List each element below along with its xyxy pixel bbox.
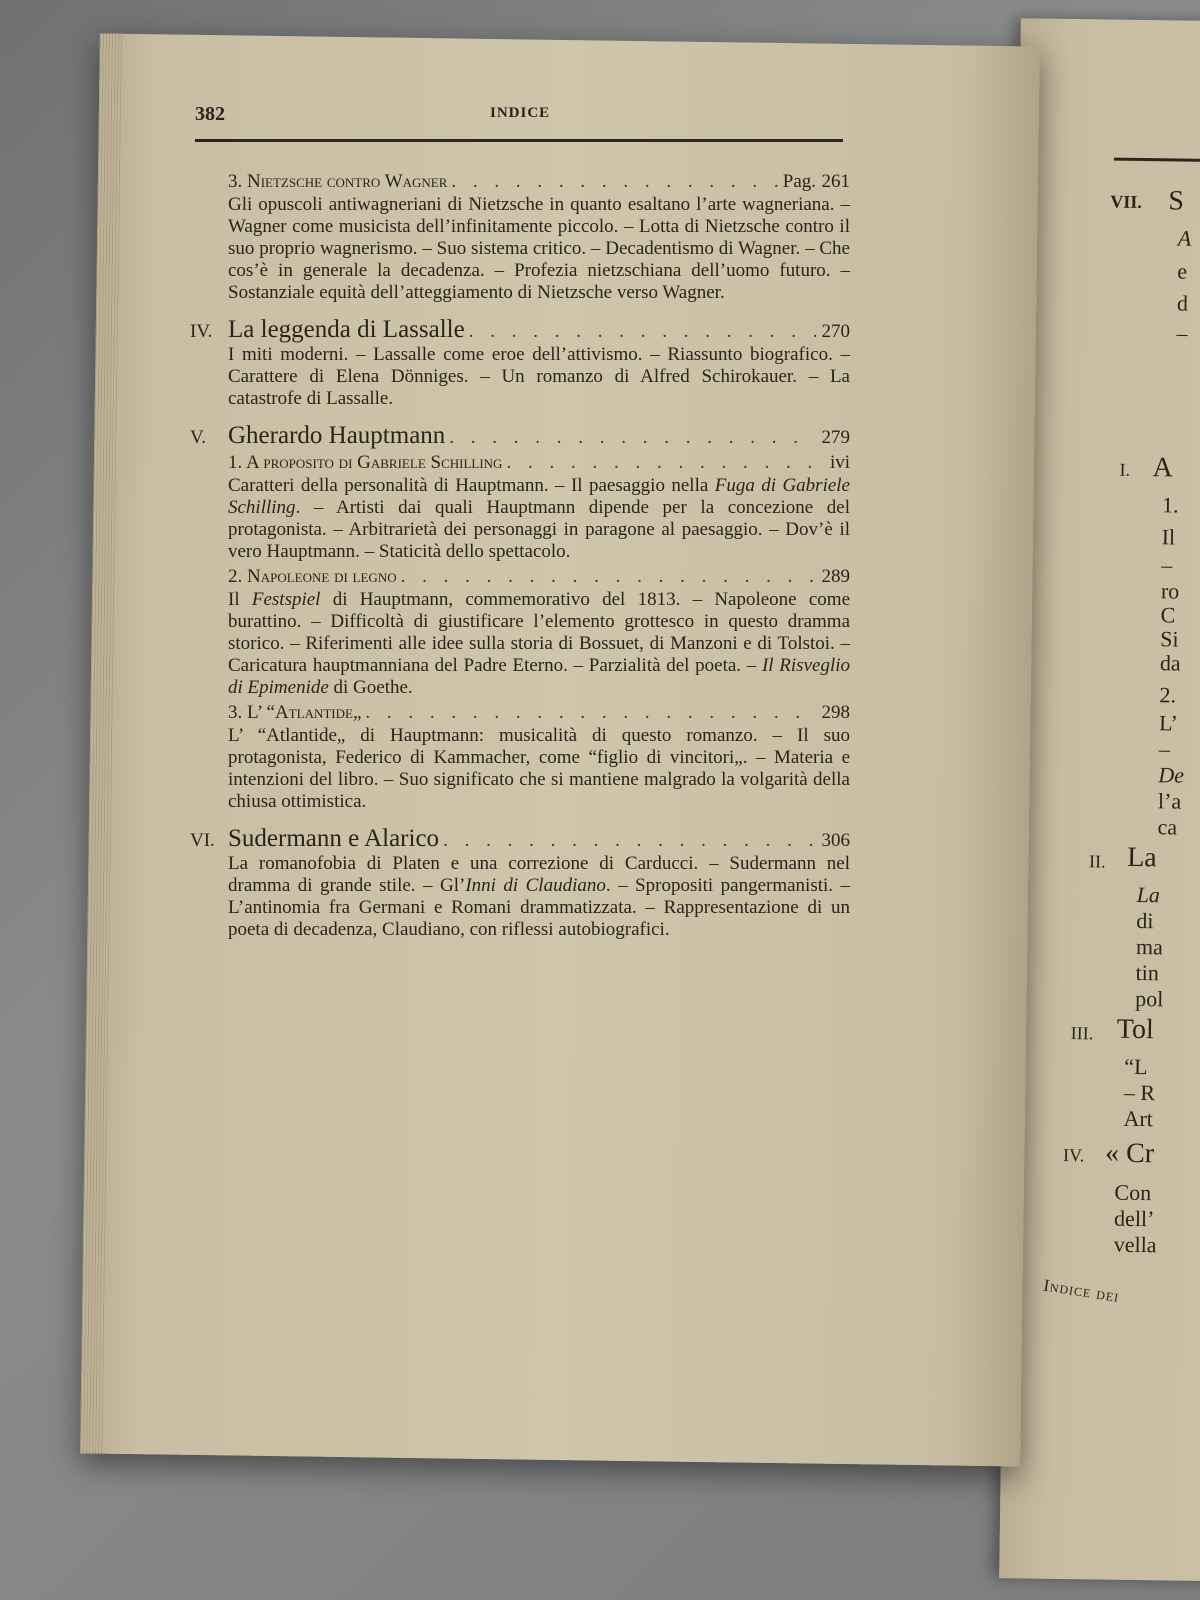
subsection-title: 3. L’ “Atlantide„ (228, 702, 362, 723)
right-fragment: VII. (1110, 191, 1143, 212)
right-fragment: di (1136, 907, 1154, 934)
page-ref: 270 (821, 321, 850, 342)
right-fragment: pol (1135, 985, 1164, 1012)
right-fragment: vella (1113, 1231, 1157, 1258)
right-fragment: d (1176, 290, 1189, 316)
right-fragment: – R (1123, 1079, 1156, 1106)
dot-leader (401, 565, 816, 588)
right-fragment: S (1168, 185, 1185, 217)
summary-italic: Il Risveglio di Epimenide (228, 655, 851, 698)
right-fragment: tin (1135, 959, 1159, 986)
page-header (195, 103, 845, 133)
right-fragment: Il (1161, 524, 1176, 550)
right-fragment: La (1126, 841, 1157, 874)
subsection-summary: Gli opuscoli antiwagneriani di Nietzsche in quanto esaltano l’arte wagneriana. – Wagner come musicista dell’infinitamente piccolo. – Lotta di Nietzsche contro il suo proprio wagnerismo. – Suo sistema critico. – Decadentismo di Wagner. – Che cos’è in generale la decadenza. – Profezia nietzschiana dell’uomo futuro. – Sostanziale equità dell’atteggiamento di Nietzsche verso Wagner. (228, 194, 850, 303)
right-fragment: I. (1119, 459, 1131, 480)
page-prefix: Pag. (782, 171, 816, 192)
page-ref: 261 (821, 171, 850, 192)
chapter-number: V. (190, 427, 207, 448)
right-fragment: La (1136, 881, 1161, 908)
summary-italic: Festspiel (251, 589, 321, 610)
subsection-summary (228, 475, 850, 563)
summary-text: La romanofobia di Platen e una correzione di Carducci. – Sudermann nel dramma di grande stile. – Gl’ (228, 853, 850, 896)
right-fragment: l’a (1157, 788, 1182, 814)
dot-leader (469, 320, 816, 343)
toc-chapter (190, 827, 850, 941)
right-fragment: A (1152, 452, 1174, 484)
right-fragment: da (1159, 650, 1181, 676)
right-fragment: 1. (1161, 492, 1179, 518)
right-fragment: II. (1088, 851, 1106, 872)
right-fragment: A (1177, 225, 1192, 251)
right-fragment: dell’ (1113, 1205, 1155, 1232)
header-rule (195, 139, 843, 142)
right-fragment: – (1176, 320, 1188, 346)
page-ref: 298 (821, 702, 850, 723)
right-fragment: e (1177, 258, 1188, 284)
page-ref: 306 (821, 830, 850, 851)
subsection-title: 1. A proposito di Gabriele Schilling (228, 452, 503, 473)
right-fragment: « Cr (1104, 1137, 1155, 1170)
summary-text: Caratteri della personalità di Hauptmann. – Il paesaggio nella (228, 475, 715, 496)
right-fragment: – (1161, 552, 1173, 578)
page-edge (80, 34, 122, 1454)
summary-text: di Goethe. (328, 677, 413, 698)
toc-chapter (190, 424, 850, 813)
chapter-title: La leggenda di Lassalle (228, 316, 465, 343)
subsection-summary (228, 589, 850, 699)
header-rule (1114, 158, 1200, 164)
dot-leader (506, 451, 816, 474)
summary-text: . – Artisti dai quali Hauptmann dipende per la concezione del protagonista. – Arbitrarietà dei personaggi in paragone al paesaggio. – Dov’è il vero Hauptmann. – Staticità dello spettacolo. (228, 497, 850, 562)
page-number: 382 (195, 103, 225, 125)
right-fragment: ca (1157, 814, 1178, 840)
right-fragment: “L (1124, 1053, 1148, 1080)
chapter-number: VI. (190, 830, 215, 851)
summary-italic: Fuga di Gabriele Schilling (228, 475, 850, 518)
summary-text: Il (228, 589, 252, 610)
chapter-number: IV. (190, 321, 213, 342)
chapter-summary: I miti moderni. – Lassalle come eroe dell’attivismo. – Riassunto biografico. – Carattere di Elena Dönniges. – Un romanzo di Alfred Schirokauer. – La catastrofe di Lassalle. (228, 344, 850, 409)
right-fragment: De (1158, 762, 1185, 788)
right-fragment: IV. (1062, 1144, 1085, 1166)
chapter-summary (228, 853, 850, 941)
page-ref: 289 (821, 566, 850, 587)
summary-italic: Inni di Claudiano (465, 875, 606, 896)
table-of-contents (190, 168, 850, 955)
dot-leader (443, 829, 816, 852)
toc-subsection (190, 170, 850, 304)
subsection-summary: L’ “Atlantide„ di Hauptmann: musicalità di questo romanzo. – Il suo protagonista, Federico di Kammacher, come “figlio di vincitori„. – Materia e intenzioni del libro. – Suo significato che si mantiene malgrado la volgarità della chiusa ottimistica. (228, 725, 850, 812)
right-fragment: L’ (1158, 710, 1179, 736)
subsection-title: 2. Napoleone di legno (228, 566, 397, 587)
right-fragment: Con (1114, 1179, 1152, 1206)
right-fragment: Si (1160, 626, 1179, 652)
subsection-title: 3. Nietzsche contro Wagner (228, 171, 448, 192)
chapter-title: Gherardo Hauptmann (228, 422, 446, 449)
right-fragment: 2. (1159, 682, 1177, 708)
right-fragment: Indice dei (1042, 1275, 1121, 1306)
page-ref: ivi (829, 452, 850, 473)
right-fragment: Art (1123, 1105, 1154, 1132)
summary-text: di Hauptmann, commemorativo del 1813. – Napoleone come burattino. – Difficoltà di giustificare l’elemento grottesco in questo dramma storico. – Riferimenti alle idee sulla storia di Bossuet, di Manzoni e di Tolstoi. – Caricatura hauptmanniana del Padre Eterno. – Parzialità del poeta. – (228, 589, 850, 676)
right-fragment: ma (1135, 933, 1164, 960)
right-fragment: Tol (1116, 1013, 1154, 1046)
dot-leader (365, 701, 816, 724)
page-ref: 279 (821, 427, 850, 448)
dot-leader (449, 426, 816, 449)
chapter-title: Sudermann e Alarico (228, 825, 440, 852)
dot-leader (451, 170, 778, 193)
right-fragment: ro (1160, 578, 1180, 604)
toc-chapter (190, 318, 850, 410)
right-fragment: C (1160, 602, 1176, 628)
right-fragment: III. (1070, 1023, 1094, 1044)
summary-text: . – Spropositi pangermanisti. – L’antinomia fra Germani e Romani drammatizzata. – Rappresentazione di un poeta di decadenza, Claudiano, con riflessi autobiografici. (228, 875, 851, 940)
running-head: INDICE (490, 105, 551, 121)
right-fragment: – (1158, 736, 1170, 762)
